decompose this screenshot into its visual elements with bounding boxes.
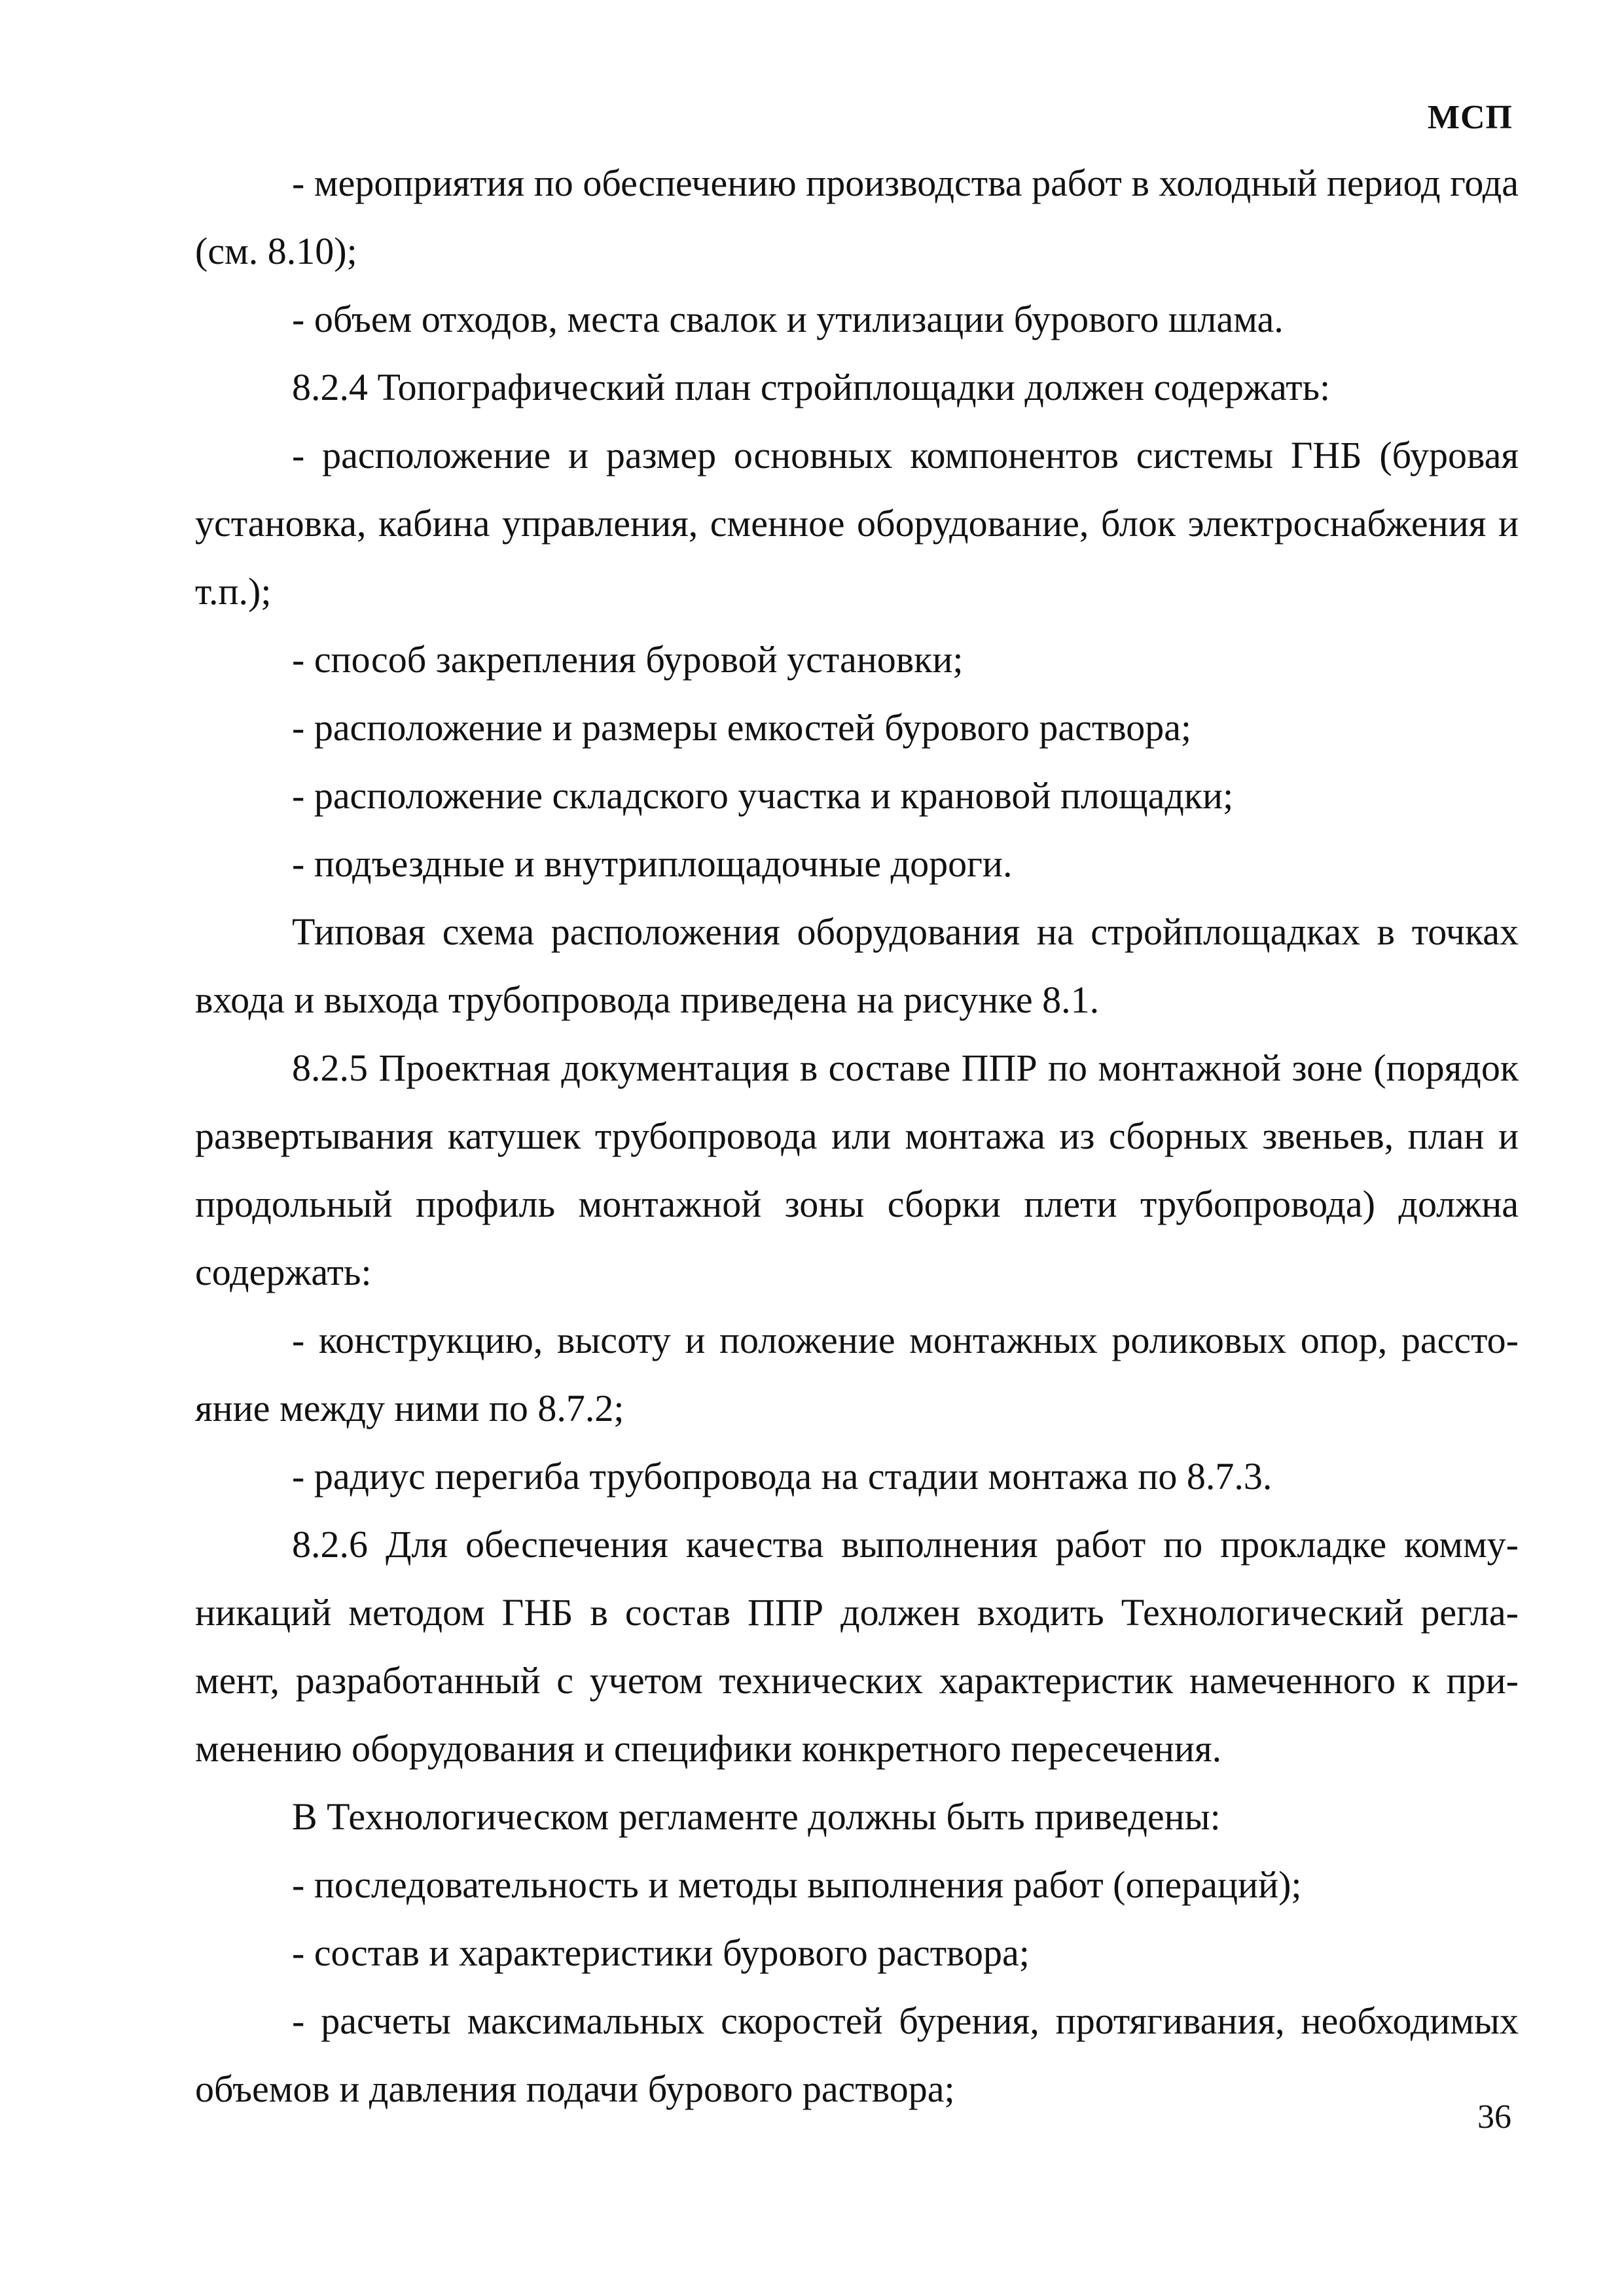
list-item-mud-composition: - состав и характеристики бурового раствора;	[292, 1931, 1030, 1974]
section-8-2-6-paragraph: 8.2.6 Для обеспечения качества выполнения работ по прокладке коммуникаций методом ГНБ в состав ППР должен входить Технологический регламент, разработанный с учетом технических характеристик намеченного к применению оборудования и специфики конкретного пересечения.	[195, 1523, 1519, 1770]
section-8-2-4-heading: 8.2.4 Топографический план стройплощадки должен содержать:	[292, 366, 1331, 408]
paragraph-regulation-contents: В Технологическом регламенте должны быть приведены:	[292, 1795, 1221, 1838]
list-item-rig-anchoring: - способ закрепления буровой установки;	[292, 638, 964, 681]
document-body	[195, 149, 1519, 2123]
list-item-waste-volume: - объем отходов, места свалок и утилизации бурового шлама.	[292, 298, 1284, 340]
list-item-work-sequence: - последовательность и методы выполнения работ (операций);	[292, 1863, 1302, 1906]
list-item-hdd-components: - расположение и размер основных компонентов системы ГНБ (буровая установка, кабина управления, сменное оборудование, блок электроснабжения и т.п.);	[195, 434, 1519, 613]
list-item-storage-area: - расположение складского участка и крановой площадки;	[292, 774, 1234, 817]
list-item-cold-period: - мероприятия по обеспечению производства работ в холодный период года (см. 8.10);	[195, 162, 1519, 272]
list-item-speed-calculations: - расчеты максимальных скоростей бурения, протягивания, необходимых объемов и давления подачи бурового раствора;	[195, 2000, 1519, 2110]
list-item-mud-tanks: - расположение и размеры емкостей бурового раствора;	[292, 706, 1192, 749]
page-number: 36	[1477, 2098, 1511, 2136]
paragraph-typical-layout: Типовая схема расположения оборудования на стройплощадках в точках входа и выхода трубопровода приведена на рисунке 8.1.	[195, 910, 1519, 1021]
section-8-2-5-paragraph: 8.2.5 Проектная документация в составе ППР по монтажной зоне (порядок развертывания катушек трубопровода или монтажа из сборных звеньев, план и продольный профиль монтажной зоны сборки плети трубопровода) должна содержать:	[195, 1047, 1519, 1293]
list-item-bend-radius: - радиус перегиба трубопровода на стадии монтажа по 8.7.3.	[292, 1455, 1272, 1498]
list-item-roller-supports: - конструкцию, высоту и положение монтажных роликовых опор, расстояние между ними по 8.7.2;	[195, 1319, 1519, 1429]
list-item-access-roads: - подъездные и внутриплощадочные дороги.	[292, 842, 1013, 885]
document-code-header: МСП	[1427, 99, 1513, 136]
